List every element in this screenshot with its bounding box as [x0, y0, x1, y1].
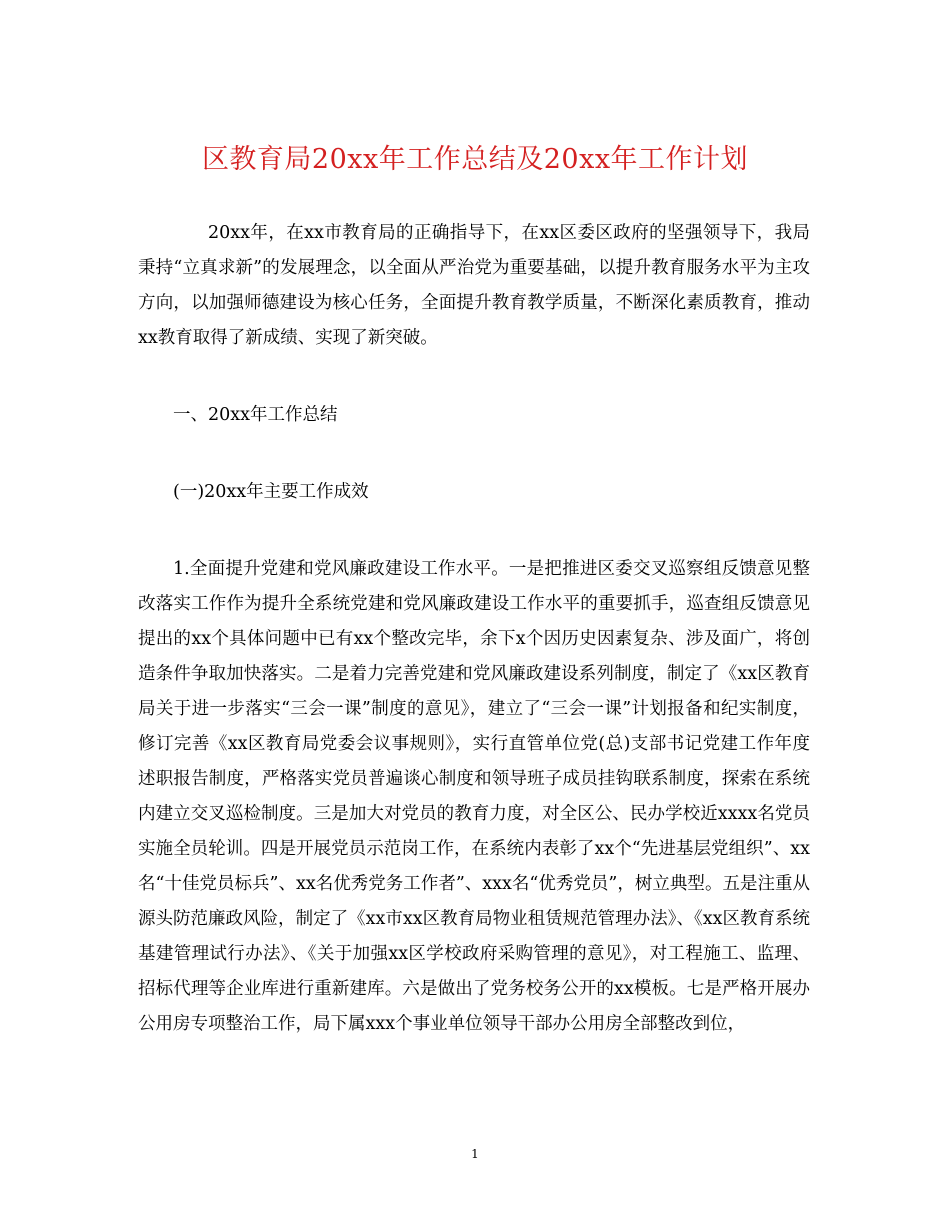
page-number: 1	[471, 1147, 479, 1161]
section-heading: 一、20xx年工作总结	[173, 405, 338, 425]
subsection-heading: (一)20xx年主要工作成效	[173, 482, 369, 502]
body-paragraph: 1.全面提升党建和党风廉政建设工作水平。一是把推进区委交叉巡察组反馈意见整改落实工作作为提升全系统党建和党风廉政建设工作水平的重要抓手，巡查组反馈意见提出的xx个具体问题中已有xx个整改完毕，余下x个因历史因素复杂、涉及面广，将创造条件争取加快落实。二是着力完善党建和党风廉政建设系列制度，制定了《xx区教育局关于进一步落实“三会一课”制度的意见》，建立了“三会一课”计划报备和纪实制度，修订完善《xx区教育局党委会议事规则》，实行直管单位党(总)支部书记党建工作年度述职报告制度，严格落实党员普遍谈心制度和领导班子成员挂钩联系制度，探索在系统内建立交叉巡检制度。三是加大对党员的教育力度，对全区公、民办学校近xxxx名党员实施全员轮训。四是开展党员示范岗工作，在系统内表彰了xx个“先进基层党组织”、xx名“十佳党员标兵”、xx名优秀党务工作者”、xxx名“优秀党员”，树立典型。五是注重从源头防范廉政风险，制定了《xx市xx区教育局物业租赁规范管理办法》、《xx区教育系统基建管理试行办法》、《关于加强xx区学校政府采购管理的意见》，对工程施工、监理、招标代理等企业库进行重新建库。六是做出了党务校务公开的xx模板。七是严格开展办公用房专项整治工作，局下属xxx个事业单位领导干部办公用房全部整改到位，	[138, 559, 810, 1034]
document-content	[138, 216, 810, 1042]
document-title: 区教育局20xx年工作总结及20xx年工作计划	[201, 144, 749, 175]
intro-paragraph: 20xx年，在xx市教育局的正确指导下，在xx区委区政府的坚强领导下，我局秉持“立真求新”的发展理念，以全面从严治党为重要基础，以提升教育服务水平为主攻方向，以加强师德建设为核心任务，全面提升教育教学质量，不断深化素质教育，推动xx教育取得了新成绩、实现了新突破。	[138, 223, 810, 348]
